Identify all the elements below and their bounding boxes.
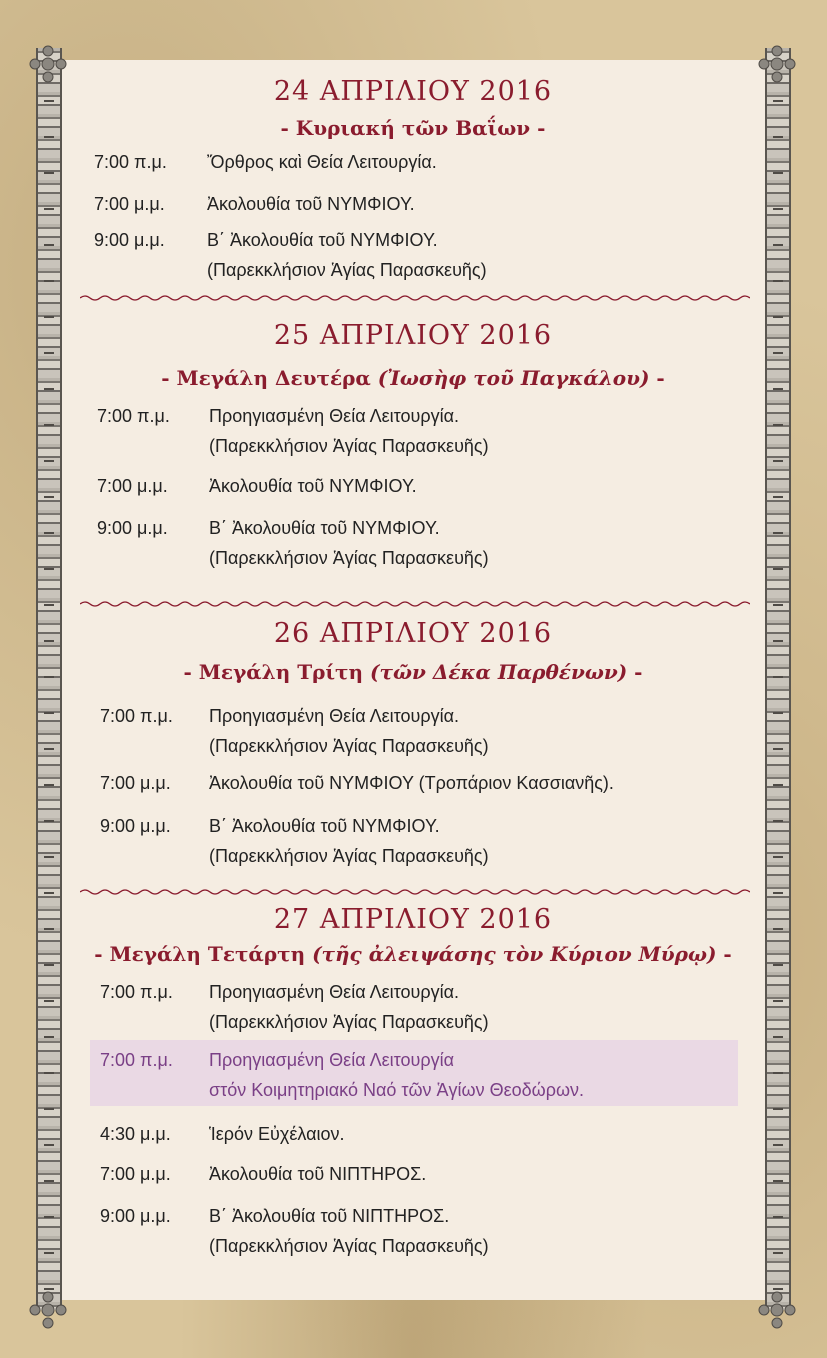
wavy-divider (80, 600, 750, 608)
entry-text: Β΄ Ἀκολουθία τοῦ ΝΥΜΦΙΟΥ. (209, 816, 440, 836)
entry-text: (Παρεκκλήσιον Ἁγίας Παρασκευῆς) (209, 1236, 489, 1256)
right-ornamental-border (765, 48, 791, 1310)
entry-time: 9:00 μ.μ. (100, 816, 171, 836)
entry-time: 7:00 μ.μ. (94, 194, 165, 214)
wavy-divider (80, 888, 750, 896)
entry-text: στόν Κοιμητηριακό Ναό τῶν Ἁγίων Θεοδώρων. (209, 1080, 585, 1100)
entry-time: 7:00 π.μ. (100, 706, 173, 726)
entry-time: 7:00 μ.μ. (100, 1164, 171, 1184)
entry-text: (Παρεκκλήσιον Ἁγίας Παρασκευῆς) (209, 1012, 489, 1032)
entry-text: Ἀκολουθία τοῦ ΝΥΜΦΙΟΥ (Τροπάριον Κασσιανῆς). (209, 773, 614, 793)
cross-ornament-icon (28, 1290, 68, 1330)
day-subtitle: - Μεγάλη Τετάρτη (τῆς ἀλειψάσης τὸν Κύριον Μύρῳ) - (94, 942, 732, 966)
entry-text: (Παρεκκλήσιον Ἁγίας Παρασκευῆς) (209, 846, 489, 866)
entry-time: 9:00 μ.μ. (97, 518, 168, 538)
cross-ornament-icon (757, 1290, 797, 1330)
date-heading: 24 ΑΠΡΙΛΙΟΥ 2016 (273, 76, 553, 107)
entry-time: 4:30 μ.μ. (100, 1124, 171, 1144)
date-heading: 25 ΑΠΡΙΛΙΟΥ 2016 (273, 320, 553, 351)
entry-text: Β΄ Ἀκολουθία τοῦ ΝΥΜΦΙΟΥ. (209, 518, 440, 538)
entry-text: Προηγιασμένη Θεία Λειτουργία. (209, 706, 460, 726)
entry-text: Ἀκολουθία τοῦ ΝΥΜΦΙΟΥ. (209, 476, 417, 496)
entry-text: Β΄ Ἀκολουθία τοῦ ΝΥΜΦΙΟΥ. (207, 230, 438, 250)
entry-text: (Παρεκκλήσιον Ἁγίας Παρασκευῆς) (209, 736, 489, 756)
entry-time: 7:00 π.μ. (100, 982, 173, 1002)
date-heading: 26 ΑΠΡΙΛΙΟΥ 2016 (273, 618, 553, 649)
day-subtitle: - Μεγάλη Τρίτη (τῶν Δέκα Παρθένων) - (183, 660, 643, 684)
entry-time: 7:00 μ.μ. (100, 773, 171, 793)
entry-text: Προηγιασμένη Θεία Λειτουργία (209, 1050, 455, 1070)
entry-text: (Παρεκκλήσιον Ἁγίας Παρασκευῆς) (209, 436, 489, 456)
entry-text: Προηγιασμένη Θεία Λειτουργία. (209, 982, 460, 1002)
entry-text: Ἀκολουθία τοῦ ΝΥΜΦΙΟΥ. (207, 194, 415, 214)
entry-time: 7:00 π.μ. (97, 406, 170, 426)
entry-time: 7:00 μ.μ. (97, 476, 168, 496)
entry-text: Προηγιασμένη Θεία Λειτουργία. (209, 406, 460, 426)
entry-text: Ὄρθρος καὶ Θεία Λειτουργία. (207, 152, 437, 172)
entry-text: Ἱερόν Εὐχέλαιον. (209, 1124, 345, 1144)
entry-time: 9:00 μ.μ. (100, 1206, 171, 1226)
wavy-divider (80, 294, 750, 302)
entry-text: Ἀκολουθία τοῦ ΝΙΠΤΗΡΟΣ. (209, 1164, 427, 1184)
entry-time: 7:00 π.μ. (94, 152, 167, 172)
entry-text: (Παρεκκλήσιον Ἁγίας Παρασκευῆς) (209, 548, 489, 568)
date-heading: 27 ΑΠΡΙΛΙΟΥ 2016 (273, 904, 553, 935)
entry-time: 7:00 π.μ. (100, 1050, 173, 1070)
entry-text: Β΄ Ἀκολουθία τοῦ ΝΙΠΤΗΡΟΣ. (209, 1206, 450, 1226)
entry-text: (Παρεκκλήσιον Ἁγίας Παρασκευῆς) (207, 260, 487, 280)
day-subtitle: - Μεγάλη Δευτέρα (Ἰωσὴφ τοῦ Παγκάλου) - (161, 366, 665, 390)
entry-time: 9:00 μ.μ. (94, 230, 165, 250)
day-subtitle: - Κυριακή τῶν Βαΐων - (280, 116, 546, 140)
